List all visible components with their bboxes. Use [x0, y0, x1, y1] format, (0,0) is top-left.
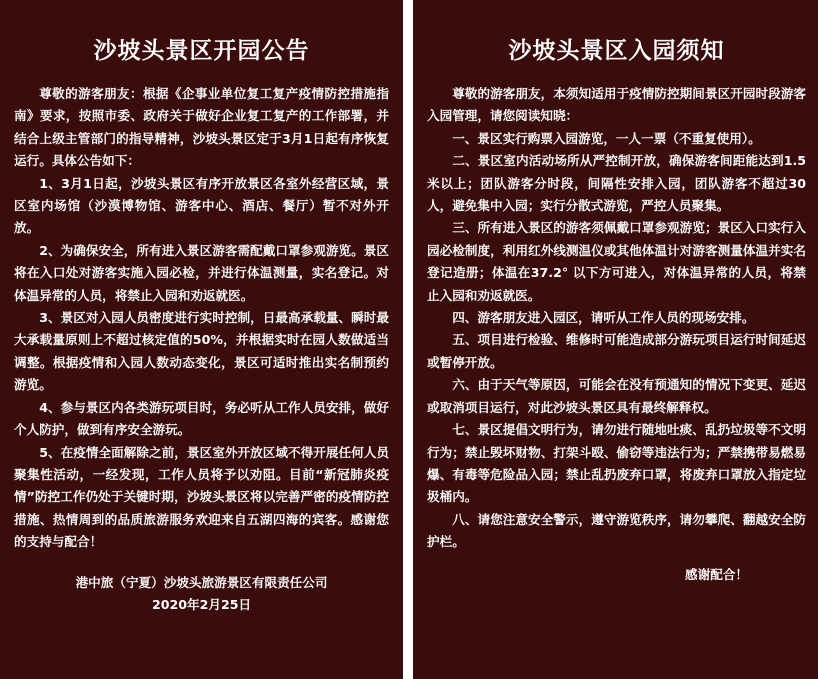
announcement-panel	[0, 0, 403, 679]
company-name: 港中旅（宁夏）沙坡头旅游景区有限责任公司	[75, 574, 328, 590]
notice-paragraph: 二、景区室内活动场所从严控制开放，确保游客间距能达到1.5米以上；团队游客分时段，间隔性安排入园，团队游客不超过30人，避免集中入园；实行分散式游览，严控人员聚集。	[427, 153, 806, 214]
entry-notice-panel	[413, 0, 818, 679]
announcement-title: 沙坡头景区开园公告	[93, 38, 310, 64]
announcement-paragraph: 尊敬的游客朋友：根据《企事业单位复工复产疫情防控措施指南》要求，按照市委、政府关于做好企业复工复产的工作部署，并结合上级主管部门的指导精神，沙坡头景区定于3月1日起有序恢复运行。具体公告如下：	[14, 86, 389, 169]
entry-notice-title: 沙坡头景区入园须知	[508, 38, 725, 64]
thanks-text: 感谢配合！	[685, 566, 748, 582]
notice-paragraph: 四、游客朋友进入园区，请听从工作人员的现场安排。	[452, 310, 755, 326]
notice-paragraph: 八、请您注意安全警示，遵守游览秩序，请勿攀爬、翻越安全防护栏。	[427, 511, 806, 550]
notice-paragraph: 五、项目进行检验、维修时可能造成部分游玩项目运行时间延迟或暂停开放。	[427, 332, 806, 370]
announcement-date: 2020年2月25日	[151, 596, 252, 612]
announcement-paragraph: 5、在疫情全面解除之前，景区室外开放区域不得开展任何人员聚集性活动，一经发现，工作人员将予以劝阻。目前“新冠肺炎疫情”防控工作仍处于关键时期，沙坡头景区将以完善严密的疫情防控措施、热情周到的品质旅游服务欢迎来自五湖四海的宾客。感谢您的支持与配合！	[14, 444, 389, 550]
announcement-body	[14, 83, 389, 554]
notice-paragraph: 三、所有进入景区的游客须佩戴口罩参观游览；景区入口实行入园必检制度，利用红外线测温仪或其他体温计对游客测量体温并实名登记造册；体温在37.2° 以下方可进入，对体温异常的人员，将禁止入园和劝返就医。	[427, 220, 806, 303]
notice-paragraph: 一、景区实行购票入园游览，一人一票（不重复使用）。	[452, 130, 761, 146]
announcement-signature	[14, 572, 389, 617]
announcement-paragraph: 3、景区对入园人员密度进行实时控制，日最高承载量、瞬时最大承载量原则上不超过核定值的50%，并根据实时在园人数做适当调整。根据疫情和入园人数动态变化，景区可适时推出实名制预约游览。	[14, 310, 389, 393]
announcement-paragraph: 1、3月1日起，沙坡头景区有序开放景区各室外经营区域，景区室内场馆（沙漠博物馆、游客中心、酒店、餐厅）暂不对外开放。	[14, 175, 389, 236]
entry-notice-body	[427, 83, 806, 554]
notice-paragraph: 七、景区提倡文明行为，请勿进行随地吐痰、乱扔垃圾等不文明行为；禁止毁坏财物、打架斗殴、偷窃等违法行为；严禁携带易燃易爆、有毒等危险品入园；禁止乱扔废弃口罩，将废弃口罩放入指定垃圾桶内。	[427, 422, 806, 505]
notice-paragraph: 尊敬的游客朋友，本须知适用于疫情防控期间景区开园时段游客入园管理，请您阅读知晓：	[427, 86, 806, 124]
announcement-paragraph: 4、参与景区内各类游玩项目时，务必听从工作人员安排，做好个人防护，做到有序安全游玩。	[14, 399, 389, 438]
notice-paragraph: 六、由于天气等原因，可能会在没有预通知的情况下变更、延迟或取消项目运行，对此沙坡头景区具有最终解释权。	[427, 377, 806, 415]
announcement-paragraph: 2、为确保安全，所有进入景区游客需配戴口罩参观游览。景区将在入口处对游客实施入园必检，并进行体温测量，实名登记。对体温异常的人员，将禁止入园和劝返就医。	[14, 242, 389, 303]
